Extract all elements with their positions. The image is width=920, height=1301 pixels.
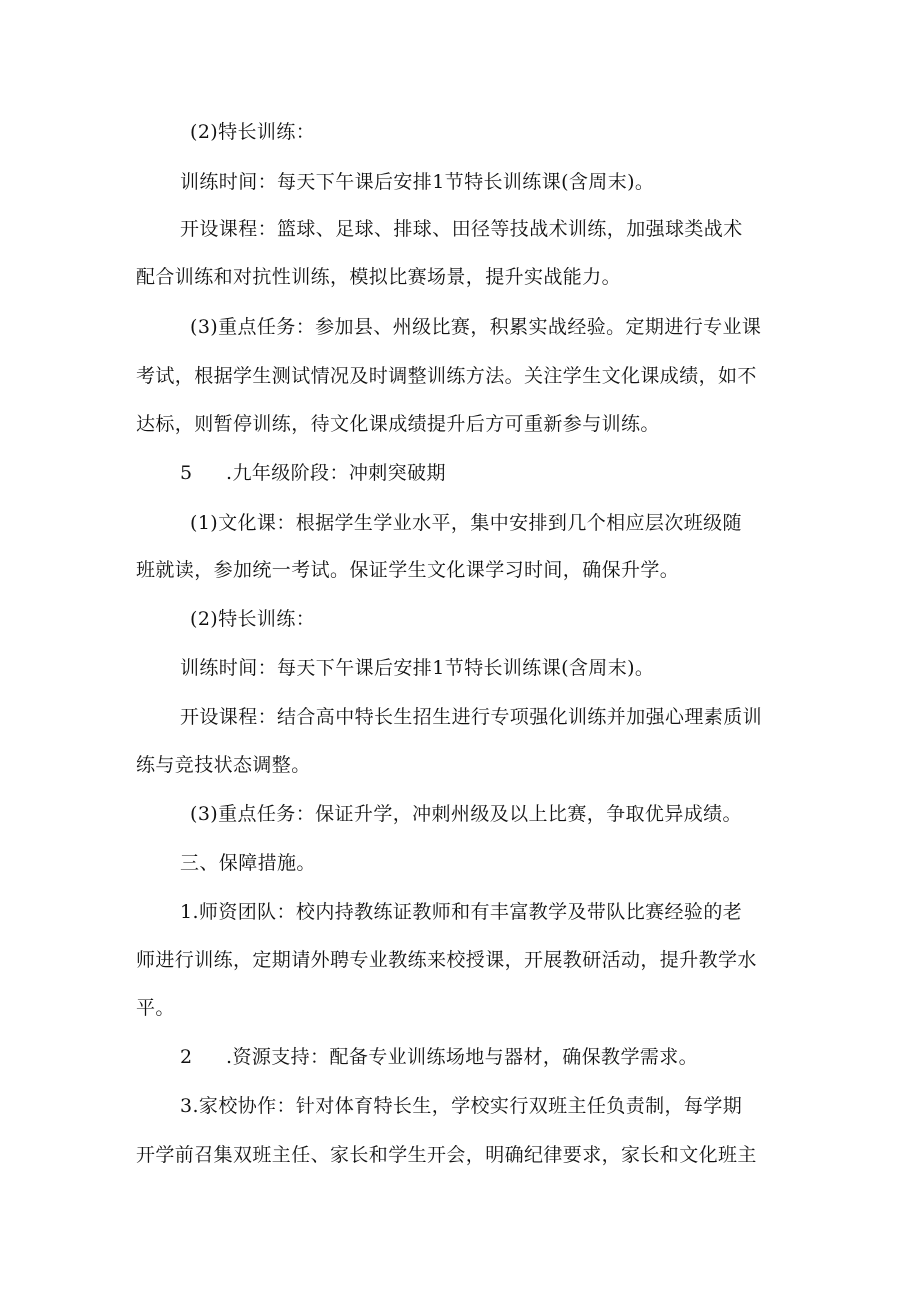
section-heading: .九年级阶段：冲刺突破期 [226,462,446,484]
text-line: 平。 [136,997,175,1019]
text-line: 练与竞技状态调整。 [136,754,311,776]
text-line: 开学前召集双班主任、家长和学生开会，明确纪律要求，家长和文化班主 [136,1144,757,1166]
section-heading: 三、保障措施。 [180,852,316,874]
text-line: 训练时间：每天下午课后安排1节特长训练课(含周末)。 [180,171,655,193]
section-number: 5 [180,462,193,484]
text-line: (2)特长训练： [190,121,316,143]
text-line: (1)文化课：根据学生学业水平，集中安排到几个相应层次班级随 [190,512,742,534]
text-line: 3.家校协作：针对体育特长生，学校实行双班主任负责制，每学期 [180,1095,743,1117]
text-line: 1.师资团队：校内持教练证教师和有丰富教学及带队比赛经验的老 [180,901,743,923]
item-number: 2 [180,1046,193,1068]
text-line: 达标，则暂停训练，待文化课成绩提升后方可重新参与训练。 [136,413,660,435]
text-line: 训练时间：每天下午课后安排1节特长训练课(含周末)。 [180,657,655,679]
text-line: .资源支持：配备专业训练场地与器材，确保教学需求。 [226,1046,699,1068]
text-line: (3)重点任务：参加县、州级比赛，积累实战经验。定期进行专业课 [190,316,762,338]
text-line: 配合训练和对抗性训练，模拟比赛场景，提升实战能力。 [136,266,622,288]
text-line: 开设课程：篮球、足球、排球、田径等技战术训练，加强球类战术 [180,218,743,240]
text-line: 班就读，参加统一考试。保证学生文化课学习时间，确保升学。 [136,559,680,581]
text-line: (3)重点任务：保证升学，冲刺州级及以上比赛，争取优异成绩。 [190,803,742,825]
text-line: 考试，根据学生测试情况及时调整训练方法。关注学生文化课成绩，如不 [136,365,757,387]
text-line: 师进行训练，定期请外聘专业教练来校授课，开展教研活动，提升教学水 [136,949,757,971]
text-line: (2)特长训练： [190,608,316,630]
text-line: 开设课程：结合高中特长生招生进行专项强化训练并加强心理素质训 [180,706,763,728]
